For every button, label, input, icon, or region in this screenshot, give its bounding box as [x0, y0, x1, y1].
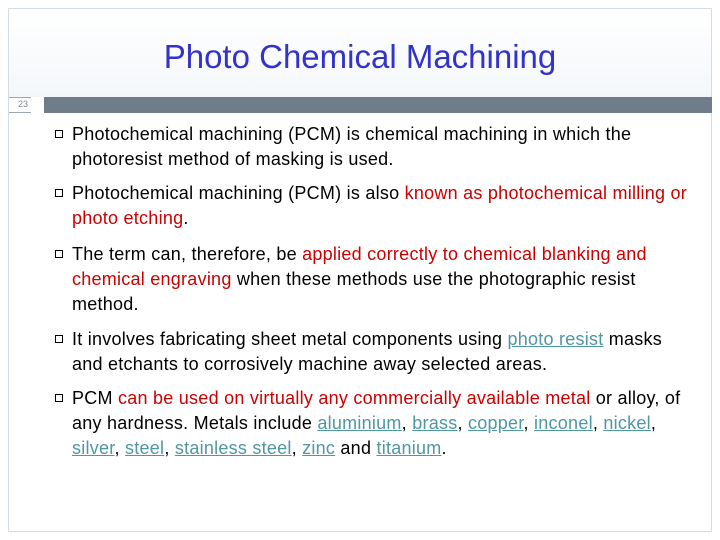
separator-text: and: [335, 438, 377, 458]
bullet-text: masks and etchants to corrosively machine away selected areas.: [72, 329, 663, 374]
bullet-text: PCM: [72, 388, 118, 408]
header-bar: [44, 97, 712, 113]
bullet-text: Photochemical machining (PCM) is chemical machining in which the photoresist method of masking is used.: [72, 124, 632, 169]
link-photo-resist[interactable]: photo resist: [507, 329, 604, 349]
highlight-text: can be used on virtually any commercially available metal: [118, 388, 591, 408]
link-brass[interactable]: brass: [412, 413, 458, 433]
separator-text: ,: [401, 413, 413, 433]
bullet-text: It involves fabricating sheet metal components using: [72, 329, 508, 349]
separator-text: ,: [592, 413, 604, 433]
bullet-item: [50, 242, 690, 317]
highlight-text: applied correctly to chemical blanking and chemical engraving: [72, 244, 647, 289]
bullet-text: .: [183, 208, 189, 228]
separator-text: ,: [457, 413, 468, 433]
link-inconel[interactable]: inconel: [534, 413, 593, 433]
link-steel[interactable]: steel: [125, 438, 165, 458]
bullet-item: [50, 122, 690, 172]
link-silver[interactable]: silver: [72, 438, 115, 458]
separator-text: ,: [114, 438, 126, 458]
slide-title: Photo Chemical Machining: [163, 38, 557, 75]
bullet-text: when these methods use the photographic resist method.: [72, 269, 636, 314]
square-bullet-icon: [55, 335, 63, 343]
bullet-text: or alloy, of any hardness. Metals include: [72, 388, 681, 433]
highlight-text: known as photochemical milling or photo etching: [72, 183, 688, 228]
square-bullet-icon: [55, 250, 63, 258]
separator-text: .: [441, 438, 447, 458]
link-copper[interactable]: copper: [467, 413, 524, 433]
separator-text: ,: [523, 413, 535, 433]
link-titanium[interactable]: titanium: [376, 438, 442, 458]
bullet-text: The term can, therefore, be: [72, 244, 303, 264]
link-nickel[interactable]: nickel: [603, 413, 651, 433]
bullet-item: [50, 386, 690, 461]
square-bullet-icon: [55, 189, 63, 197]
link-zinc[interactable]: zinc: [302, 438, 336, 458]
bullet-item: [50, 327, 690, 377]
link-stainless-steel[interactable]: stainless steel: [174, 438, 292, 458]
square-bullet-icon: [55, 130, 63, 138]
separator-text: ,: [650, 413, 657, 433]
slide-number: 23: [17, 99, 28, 109]
separator-text: ,: [164, 438, 175, 458]
link-aluminium[interactable]: aluminium: [317, 413, 402, 433]
square-bullet-icon: [55, 394, 63, 402]
separator-text: ,: [291, 438, 303, 458]
bullet-item: [50, 181, 690, 231]
bullet-text: Photochemical machining (PCM) is also: [72, 183, 405, 203]
